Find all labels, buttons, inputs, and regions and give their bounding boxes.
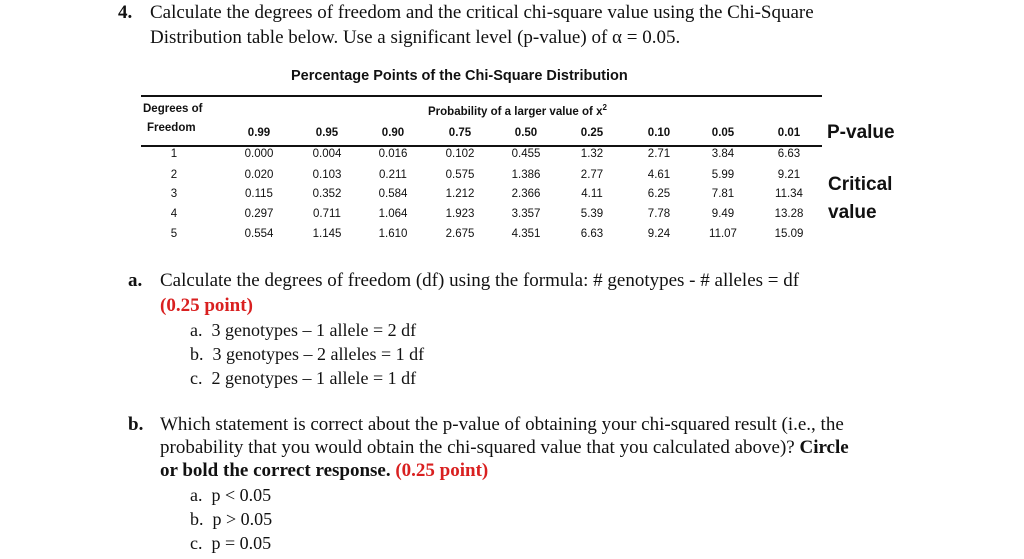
table-cell: 13.28	[774, 208, 804, 220]
table-cell: 0.575	[445, 169, 475, 181]
table-cell: 7.78	[647, 208, 671, 220]
column-header: 0.50	[514, 127, 538, 139]
table-cell: 11.34	[775, 188, 803, 200]
table-cell: 0.297	[244, 208, 274, 220]
column-header: 0.99	[247, 127, 271, 139]
part-a-option-c[interactable]: c. 2 genotypes – 1 allele = 1 df	[190, 368, 417, 388]
part-b-option-c[interactable]: c. p = 0.05	[190, 533, 272, 553]
question-line-1: Calculate the degrees of freedom and the critical chi-square value using the Chi-Square	[150, 2, 814, 23]
table-cell: 1.212	[445, 188, 475, 200]
table-cell: 5.99	[711, 169, 735, 181]
df-header-line-1: Degrees of	[143, 103, 203, 115]
part-b-label: b.	[128, 414, 144, 435]
table-cell: 5.39	[580, 208, 604, 220]
table-cell: 0.016	[378, 148, 408, 160]
table-cell: 9.49	[711, 208, 735, 220]
part-a-text: Calculate the degrees of freedom (df) using the formula: # genotypes - # alleles = df	[160, 270, 800, 291]
value-label: value	[828, 202, 877, 223]
part-b-line-1: Which statement is correct about the p-value of obtaining your chi-squared result (i.e., the	[160, 414, 844, 435]
column-header: 0.01	[777, 127, 801, 139]
df-cell: 1	[170, 148, 178, 160]
table-cell: 9.24	[647, 228, 671, 240]
table-cell: 6.25	[647, 188, 671, 200]
table-cell: 0.711	[313, 208, 341, 220]
table-cell: 2.71	[647, 148, 671, 160]
table-cell: 1.923	[445, 208, 475, 220]
table-cell: 0.211	[379, 169, 407, 181]
df-cell: 5	[170, 228, 178, 240]
df-cell: 4	[170, 208, 178, 220]
part-a-option-a[interactable]: a. 3 genotypes – 1 allele = 2 df	[190, 320, 417, 340]
table-cell: 0.554	[244, 228, 274, 240]
column-header: 0.75	[448, 127, 472, 139]
table-cell: 15.09	[774, 228, 804, 240]
table-cell: 3.357	[511, 208, 541, 220]
table-cell: 0.455	[511, 148, 541, 160]
df-header-line-2: Freedom	[147, 122, 196, 134]
table-cell: 2.675	[445, 228, 475, 240]
part-b-option-a[interactable]: a. p < 0.05	[190, 485, 272, 505]
table-cell: 1.386	[511, 169, 541, 181]
table-cell: 6.63	[580, 228, 604, 240]
question-line-2: Distribution table below. Use a significant level (p-value) of α = 0.05.	[150, 27, 681, 48]
p-value-label: P-value	[827, 122, 895, 143]
table-cell: 11.07	[709, 228, 737, 240]
column-header: 0.25	[580, 127, 604, 139]
part-b-line-2: probability that you would obtain the chi-squared value that you calculated above)? Circle	[160, 437, 849, 458]
probability-header	[428, 103, 607, 118]
table-cell: 3.84	[711, 148, 735, 160]
table-cell: 1.32	[580, 148, 604, 160]
column-header: 0.05	[711, 127, 735, 139]
column-header: 0.95	[315, 127, 339, 139]
table-cell: 7.81	[711, 188, 735, 200]
column-header: 0.90	[381, 127, 405, 139]
table-cell: 4.11	[581, 188, 603, 200]
table-cell: 1.145	[312, 228, 342, 240]
df-cell: 3	[170, 188, 178, 200]
column-header: 0.10	[647, 127, 671, 139]
table-cell: 4.351	[511, 228, 541, 240]
table-cell: 2.77	[580, 169, 604, 181]
probability-header-sup: 2	[602, 103, 607, 112]
table-cell: 1.610	[378, 228, 408, 240]
table-top-rule	[141, 95, 822, 97]
part-a-option-b[interactable]: b. 3 genotypes – 2 alleles = 1 df	[190, 344, 425, 364]
df-cell: 2	[170, 169, 178, 181]
table-cell: 0.103	[312, 169, 342, 181]
table-cell: 0.584	[378, 188, 408, 200]
question-number: 4.	[118, 2, 133, 23]
table-cell: 0.004	[312, 148, 342, 160]
probability-header-text: Probability of a larger value of x	[428, 105, 603, 118]
part-a-points: (0.25 point)	[160, 295, 253, 316]
table-cell: 0.102	[445, 148, 475, 160]
table-cell: 0.352	[312, 188, 342, 200]
table-cell: 0.115	[245, 188, 273, 200]
critical-label: Critical	[828, 174, 893, 195]
part-b-line-3: or bold the correct response. (0.25 point)	[160, 460, 489, 481]
part-b-option-b[interactable]: b. p > 0.05	[190, 509, 273, 529]
table-title: Percentage Points of the Chi-Square Distribution	[291, 68, 628, 84]
table-cell: 2.366	[511, 188, 541, 200]
table-cell: 0.020	[244, 169, 274, 181]
table-cell: 4.61	[647, 169, 671, 181]
table-cell: 0.000	[244, 148, 274, 160]
table-cell: 9.21	[777, 169, 801, 181]
table-cell: 1.064	[378, 208, 408, 220]
part-a-label: a.	[128, 270, 143, 291]
table-cell: 6.63	[777, 148, 801, 160]
table-header-rule	[141, 145, 822, 147]
